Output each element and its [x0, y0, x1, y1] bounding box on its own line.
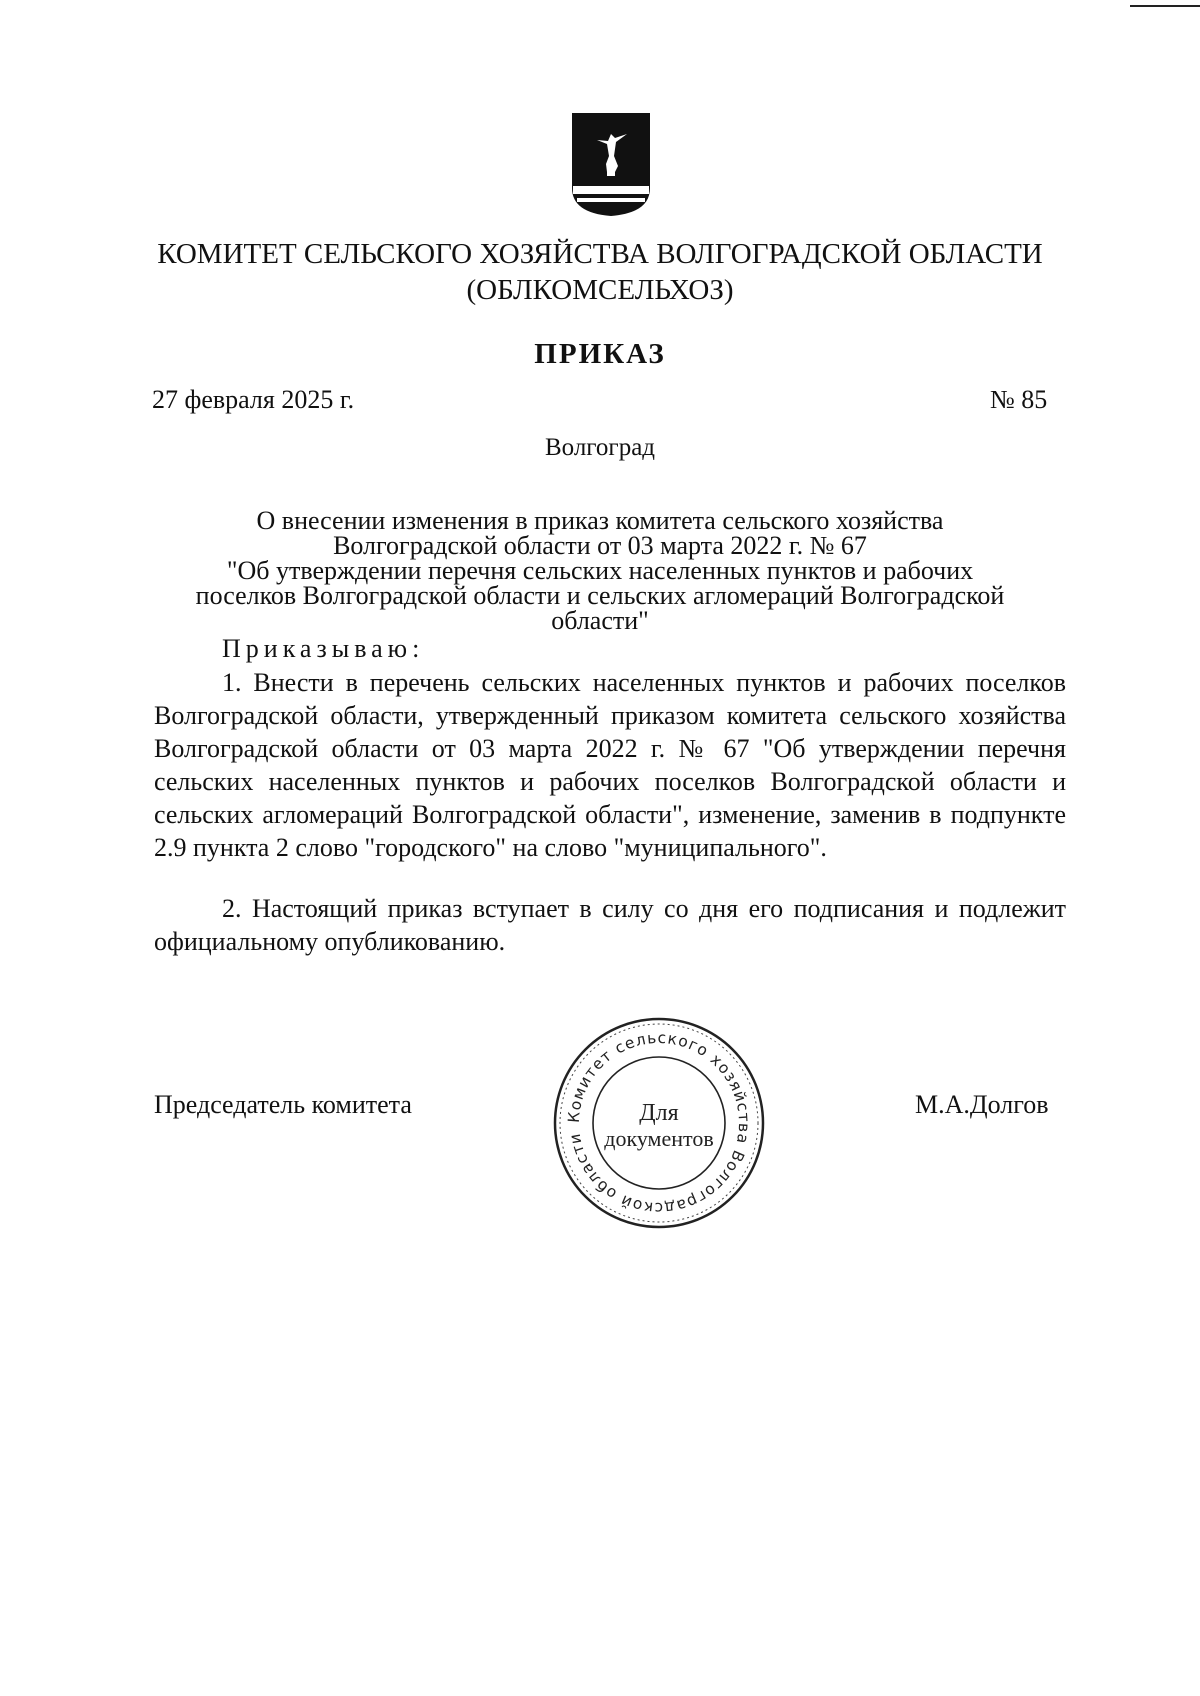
seal-center-line-2: документов: [604, 1126, 714, 1151]
order-paragraph-2: 2. Настоящий приказ вступает в силу со дня его подписания и подлежит официальному опубликованию.: [154, 894, 1066, 956]
document-date: 27 февраля 2025 г.: [152, 385, 355, 414]
organization-name: КОМИТЕТ СЕЛЬСКОГО ХОЗЯЙСТВА ВОЛГОГРАДСКОЙ ОБЛАСТИ: [157, 238, 1043, 270]
subject-line: О внесении изменения в приказ комитета сельского хозяйства: [256, 506, 944, 535]
organization-short-name: (ОБЛКОМСЕЛЬХОЗ): [466, 274, 734, 306]
seal-center-line-1: Для: [639, 1100, 679, 1126]
official-seal: [549, 1013, 769, 1233]
order-paragraph-1: 1. Внести в перечень сельских населенных пунктов и рабочих поселков Волгоградской области, утвержденный приказом комитета сельского хозяйства Волгоградской области от 03 марта 2022 г. № 67 "Об утверждении перечня сельских населенных пунктов и рабочих поселков Волгоградской области и сельских агломераций Волгоградской области", изменение, заменив в подпункте 2.9 пункта 2 слово "городского" на слово "муниципального".: [154, 668, 1066, 862]
subject-line: "Об утверждении перечня сельских населенных пунктов и рабочих: [226, 556, 974, 585]
subject-line: Волгоградской области от 03 марта 2022 г. № 67: [333, 531, 867, 560]
order-word: Приказываю:: [222, 634, 425, 663]
signer-position: Председатель комитета: [154, 1090, 412, 1119]
document-number: № 85: [990, 385, 1048, 414]
seal-ring-text: Комитет сельского хозяйства Волгоградской области: [564, 1028, 754, 1218]
document-subject: [0, 508, 1200, 633]
subject-line: области": [551, 606, 649, 635]
document-city: Волгоград: [544, 434, 656, 461]
scan-edge-mark: [1100, 0, 1200, 10]
document-type: ПРИКАЗ: [534, 338, 666, 370]
signer-name: М.А.Долгов: [915, 1090, 1049, 1119]
organization-title: [0, 236, 1200, 308]
volgograd-region-emblem-icon: [571, 112, 651, 216]
subject-line: поселков Волгоградской области и сельских агломераций Волгоградской: [195, 581, 1005, 610]
